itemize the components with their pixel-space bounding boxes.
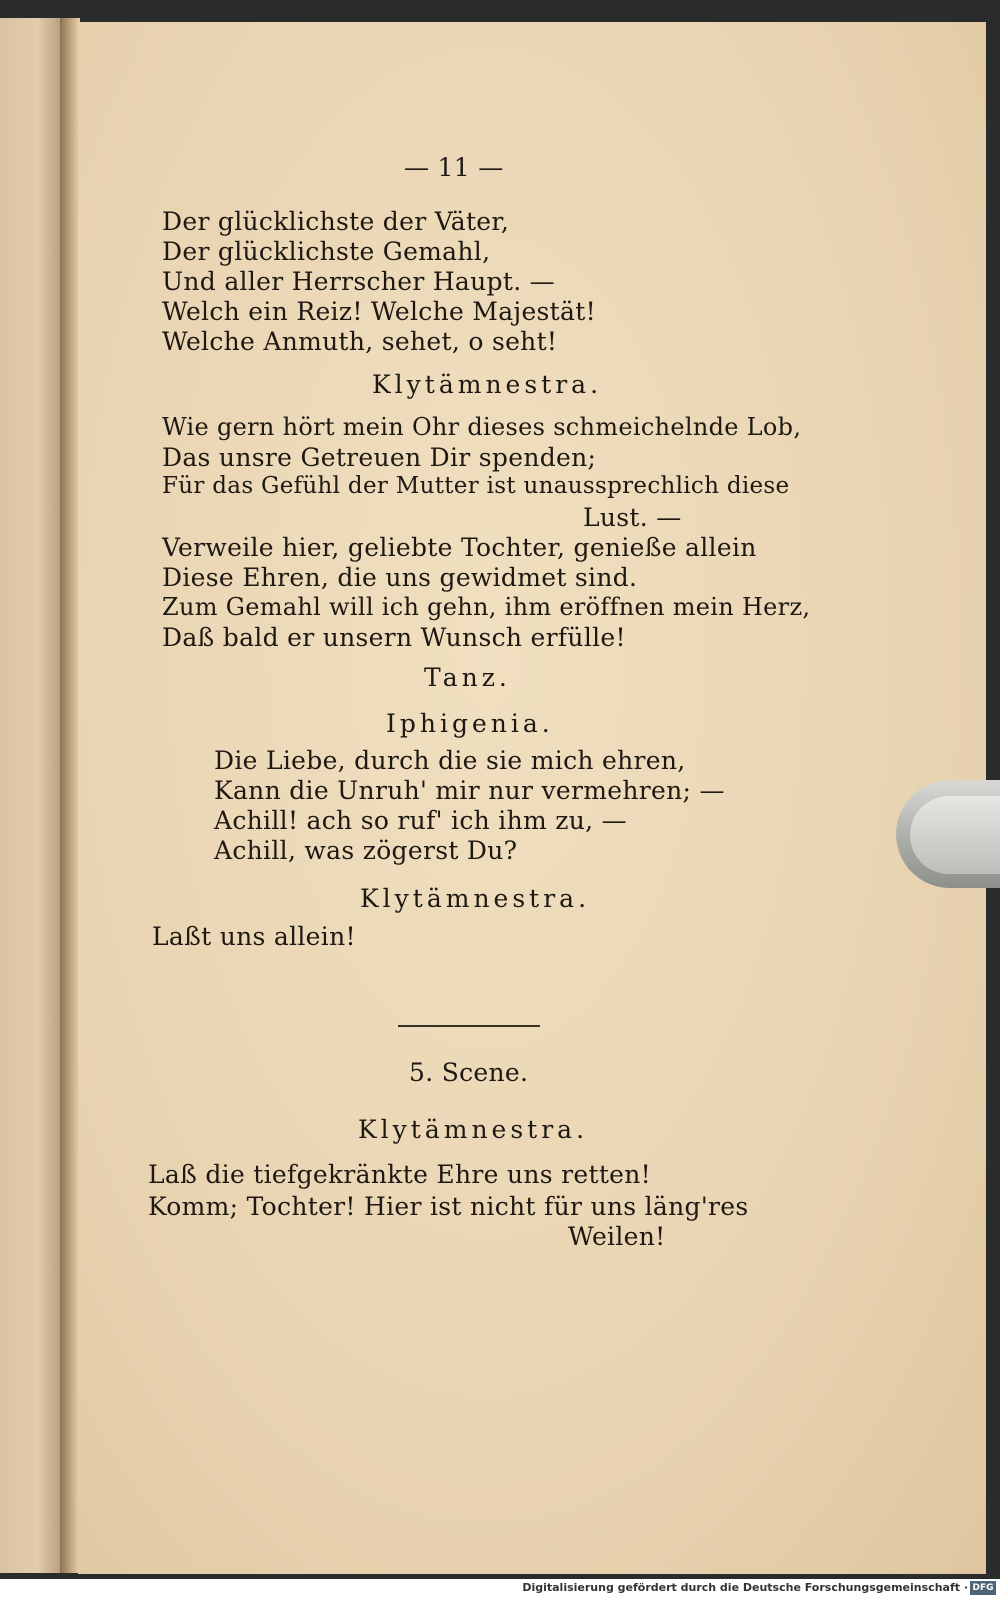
verse-line: Daß bald er unsern Wunsch erfülle!: [162, 623, 626, 652]
funding-credit: Digitalisierung gefördert durch die Deutsche Forschungsgemeinschaft ·: [522, 1581, 968, 1594]
verse-line: Der glücklichste Gemahl,: [162, 237, 491, 266]
verse-line: Weilen!: [568, 1222, 666, 1251]
verse-line: Wie gern hört mein Ohr dieses schmeichelnde Lob,: [162, 413, 802, 441]
verse-line: Die Liebe, durch die sie mich ehren,: [214, 746, 686, 775]
verse-line: Zum Gemahl will ich gehn, ihm eröffnen mein Herz,: [162, 593, 811, 621]
verse-line: Kann die Unruh' mir nur vermehren; —: [214, 776, 725, 805]
dfg-logo: DFG: [970, 1581, 996, 1595]
speaker-name: Klytämnestra.: [360, 884, 591, 913]
speaker-name: Iphigenia.: [386, 709, 554, 738]
verse-line: Achill, was zögerst Du?: [214, 836, 518, 865]
verse-line: Der glücklichste der Väter,: [162, 207, 510, 236]
verse-line: Lust. —: [583, 503, 682, 532]
verse-line: Welche Anmuth, sehet, o seht!: [162, 327, 558, 356]
verse-line: Laß die tiefgekränkte Ehre uns retten!: [148, 1160, 652, 1189]
verse-line: Und aller Herrscher Haupt. —: [162, 267, 555, 296]
verse-line: Das unsre Getreuen Dir spenden;: [162, 443, 597, 472]
verse-line: Für das Gefühl der Mutter ist unaussprechlich diese: [162, 473, 790, 499]
verse-line: Komm; Tochter! Hier ist nicht für uns läng'res: [148, 1192, 749, 1221]
speaker-name: Klytämnestra.: [358, 1115, 589, 1144]
stage-direction: Tanz.: [424, 663, 511, 692]
page-clip-highlight: [910, 796, 1000, 874]
verse-line: Verweile hier, geliebte Tochter, genieße allein: [162, 533, 757, 562]
page-number: — 11 —: [404, 153, 504, 182]
footer-bar: [0, 1579, 1000, 1599]
verse-line: Laßt uns allein!: [152, 922, 356, 951]
verse-line: Achill! ach so ruf' ich ihm zu, —: [214, 806, 627, 835]
section-divider: [398, 1025, 540, 1027]
verse-line: Welch ein Reiz! Welche Majestät!: [162, 297, 596, 326]
facing-page-edge: [0, 18, 62, 1573]
scene-heading: 5. Scene.: [409, 1058, 529, 1087]
verse-line: Diese Ehren, die uns gewidmet sind.: [162, 563, 638, 592]
speaker-name: Klytämnestra.: [372, 370, 603, 399]
book-gutter: [60, 18, 80, 1573]
